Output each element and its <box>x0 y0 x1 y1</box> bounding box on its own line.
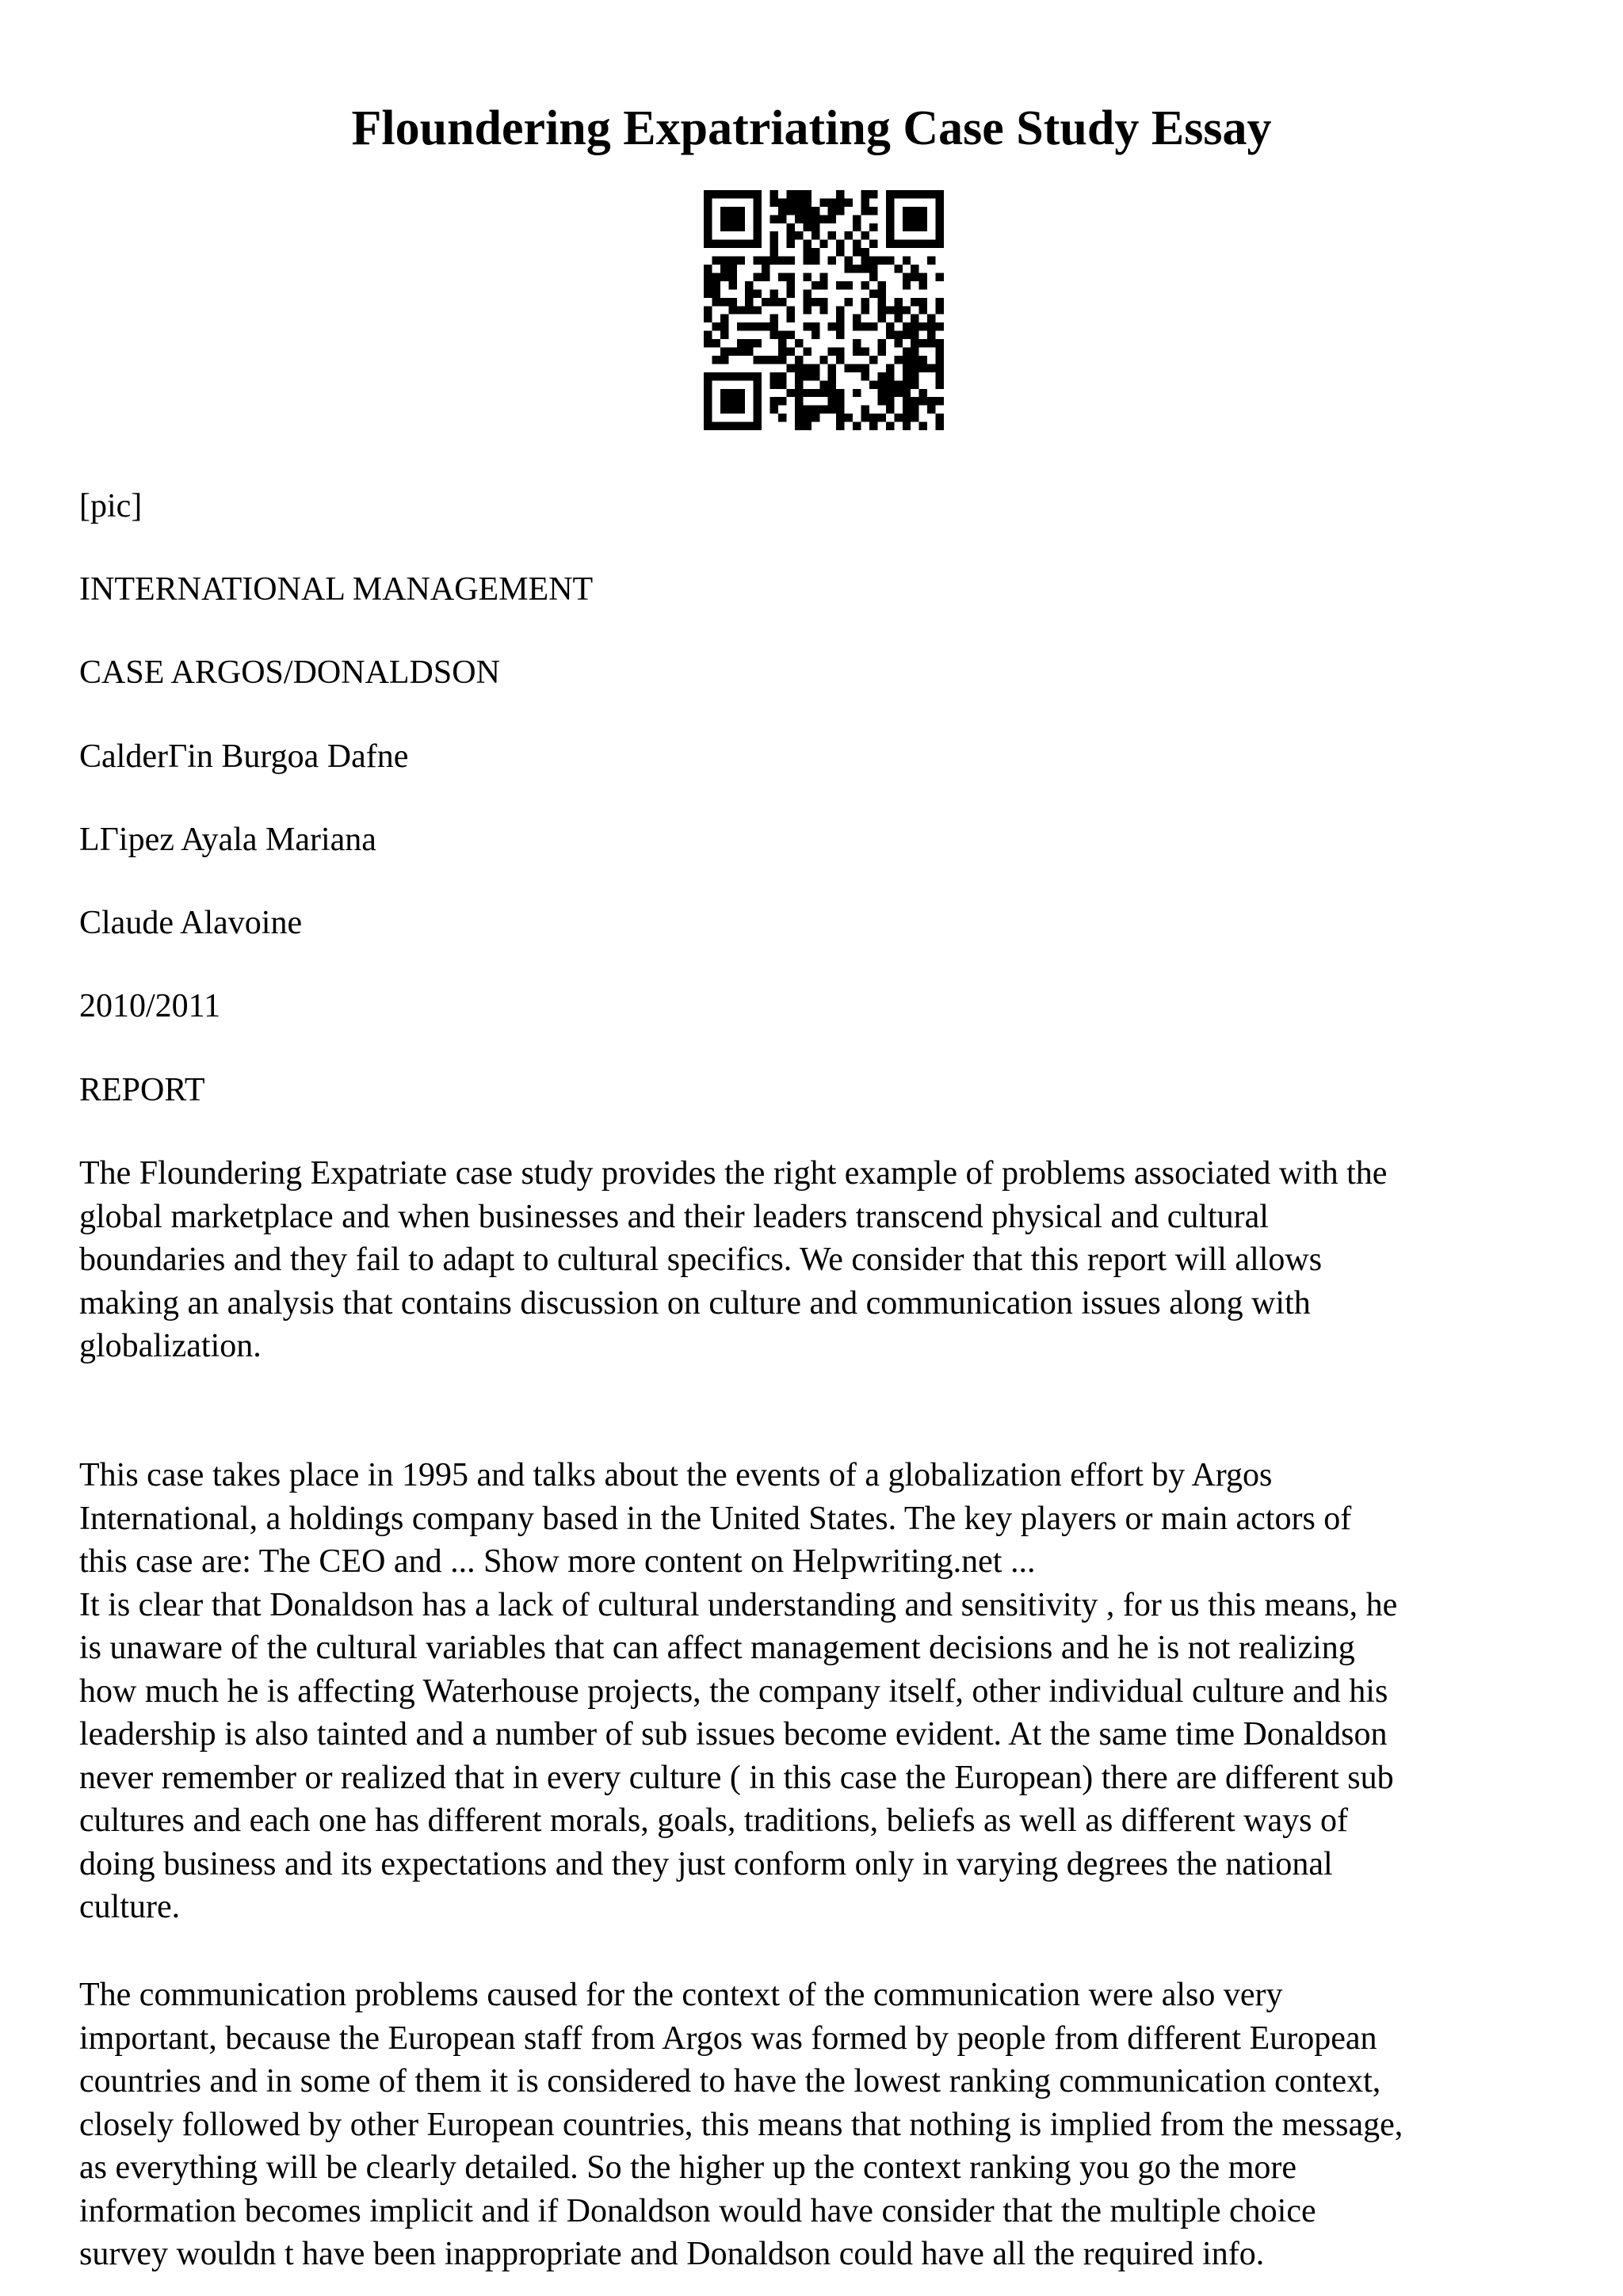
paragraph-line: important, because the European staff from Argos was formed by people from different European <box>79 2019 1377 2057</box>
paragraph-intro <box>79 1152 1569 1368</box>
paragraph-line: doing business and its expectations and they just conform only in varying degrees the national <box>79 1845 1333 1882</box>
paragraph-line: The Floundering Expatriate case study provides the right example of problems associated with the <box>79 1155 1388 1192</box>
academic-year: 2010/2011 <box>79 988 221 1024</box>
qr-code-icon <box>704 190 944 430</box>
paragraph-line: is unaware of the cultural variables that can affect management decisions and he is not realizing <box>79 1630 1355 1666</box>
paragraph-line: as everything will be clearly detailed. So the higher up the context ranking you go the more <box>79 2149 1297 2186</box>
paragraph-case <box>79 1454 1569 1929</box>
paragraph-line: closely followed by other European countries, this means that nothing is implied from the message, <box>79 2106 1403 2143</box>
paragraph-line: The communication problems caused for the context of the communication were also very <box>79 1977 1283 2013</box>
paragraph-line: This case takes place in 1995 and talks about the events of a globalization effort by Argos <box>79 1457 1273 1493</box>
author-2: LГipez Ayala Mariana <box>79 822 376 858</box>
paragraph-line: survey wouldn t have been inappropriate and Donaldson could have all the required info. <box>79 2236 1265 2272</box>
course-name: INTERNATIONAL MANAGEMENT <box>79 571 594 608</box>
author-1: CalderГin Burgoa Dafne <box>79 738 409 775</box>
paragraph-communication <box>79 1974 1569 2276</box>
paragraph-line: culture. <box>79 1889 181 1925</box>
paragraph-line: International, a holdings company based in the United States. The key players or main actors of <box>79 1500 1352 1537</box>
pic-placeholder: [pic] <box>79 488 143 524</box>
paragraph-line: boundaries and they fail to adapt to cultural specifics. We consider that this report will allows <box>79 1241 1323 1278</box>
case-name: CASE ARGOS/DONALDSON <box>79 654 500 691</box>
page-title: Floundering Expatriating Case Study Essay <box>351 101 1272 155</box>
paragraph-line: global marketplace and when businesses and their leaders transcend physical and cultural <box>79 1198 1269 1235</box>
paragraph-line: information becomes implicit and if Donaldson would have consider that the multiple choice <box>79 2192 1316 2229</box>
paragraph-line: never remember or realized that in every culture ( in this case the European) there are different sub <box>79 1759 1394 1796</box>
professor-name: Claude Alavoine <box>79 905 303 941</box>
paragraph-line: globalization. <box>79 1328 262 1364</box>
paragraph-line: how much he is affecting Waterhouse projects, the company itself, other individual culture and his <box>79 1672 1388 1710</box>
paragraph-line: cultures and each one has different morals, goals, traditions, beliefs as well as different ways of <box>79 1802 1348 1839</box>
paragraph-line: making an analysis that contains discussion on culture and communication issues along with <box>79 1284 1311 1322</box>
paragraph-line: leadership is also tainted and a number of sub issues become evident. At the same time Donaldson <box>79 1716 1388 1753</box>
report-heading: REPORT <box>79 1072 205 1108</box>
paragraph-line: It is clear that Donaldson has a lack of cultural understanding and sensitivity , for us this means, he <box>79 1586 1398 1623</box>
paragraph-line: countries and in some of them it is considered to have the lowest ranking communication context, <box>79 2063 1381 2100</box>
paragraph-line: this case are: The CEO and ... Show more content on Helpwriting.net ... <box>79 1543 1036 1580</box>
